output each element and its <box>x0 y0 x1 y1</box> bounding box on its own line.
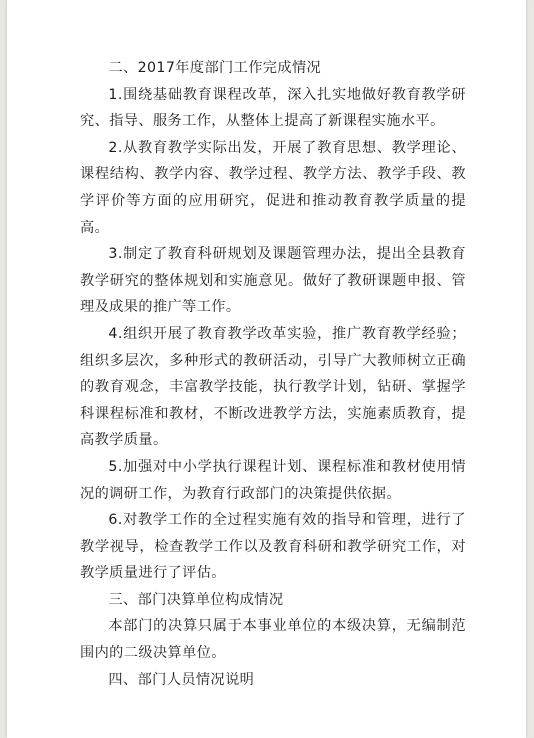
work-item-6: 6.对教学工作的全过程实施有效的指导和管理，进行了教学视导，检查教学工作以及教育科研和教学研究工作，对教学质量进行了评估。 <box>80 512 466 582</box>
work-item-3: 3.制定了教育科研规划及课题管理办法，提出全县教育教学研究的整体规划和实施意见。做好了教研课题申报、管理及成果的推广等工作。 <box>80 246 466 316</box>
work-item-1: 1.围绕基础教育课程改革，深入扎实地做好教育教学研究、指导、服务工作，从整体上提高了新课程实施水平。 <box>80 86 466 130</box>
document-body <box>80 55 466 693</box>
document-page <box>7 0 526 738</box>
section-3-paragraph: 本部门的决算只属于本事业单位的本级决算，无编制范围内的二级决算单位。 <box>80 618 466 662</box>
section-2-heading: 二、2017年度部门工作完成情况 <box>108 60 322 76</box>
section-4-heading: 四、部门人员情况说明 <box>108 671 255 688</box>
section-3-heading: 三、部门决算单位构成情况 <box>108 591 284 608</box>
work-item-2: 2.从教育教学实际出发，开展了教育思想、教学理论、课程结构、教学内容、教学过程、教学方法、教学手段、教学评价等方面的应用研究，促进和推动教育教学质量的提高。 <box>80 139 466 236</box>
work-item-5: 5.加强对中小学执行课程计划、课程标准和教材使用情况的调研工作，为教育行政部门的决策提供依据。 <box>80 458 466 502</box>
work-item-4: 4.组织开展了教育教学改革实验，推广教育教学经验；组织多层次，多种形式的教研活动，引导广大教师树立正确的教育观念，丰富教学技能，执行教学计划，钻研、掌握学科课程标准和教材，不断改进教学方法，实施素质教育，提高教学质量。 <box>80 325 466 449</box>
